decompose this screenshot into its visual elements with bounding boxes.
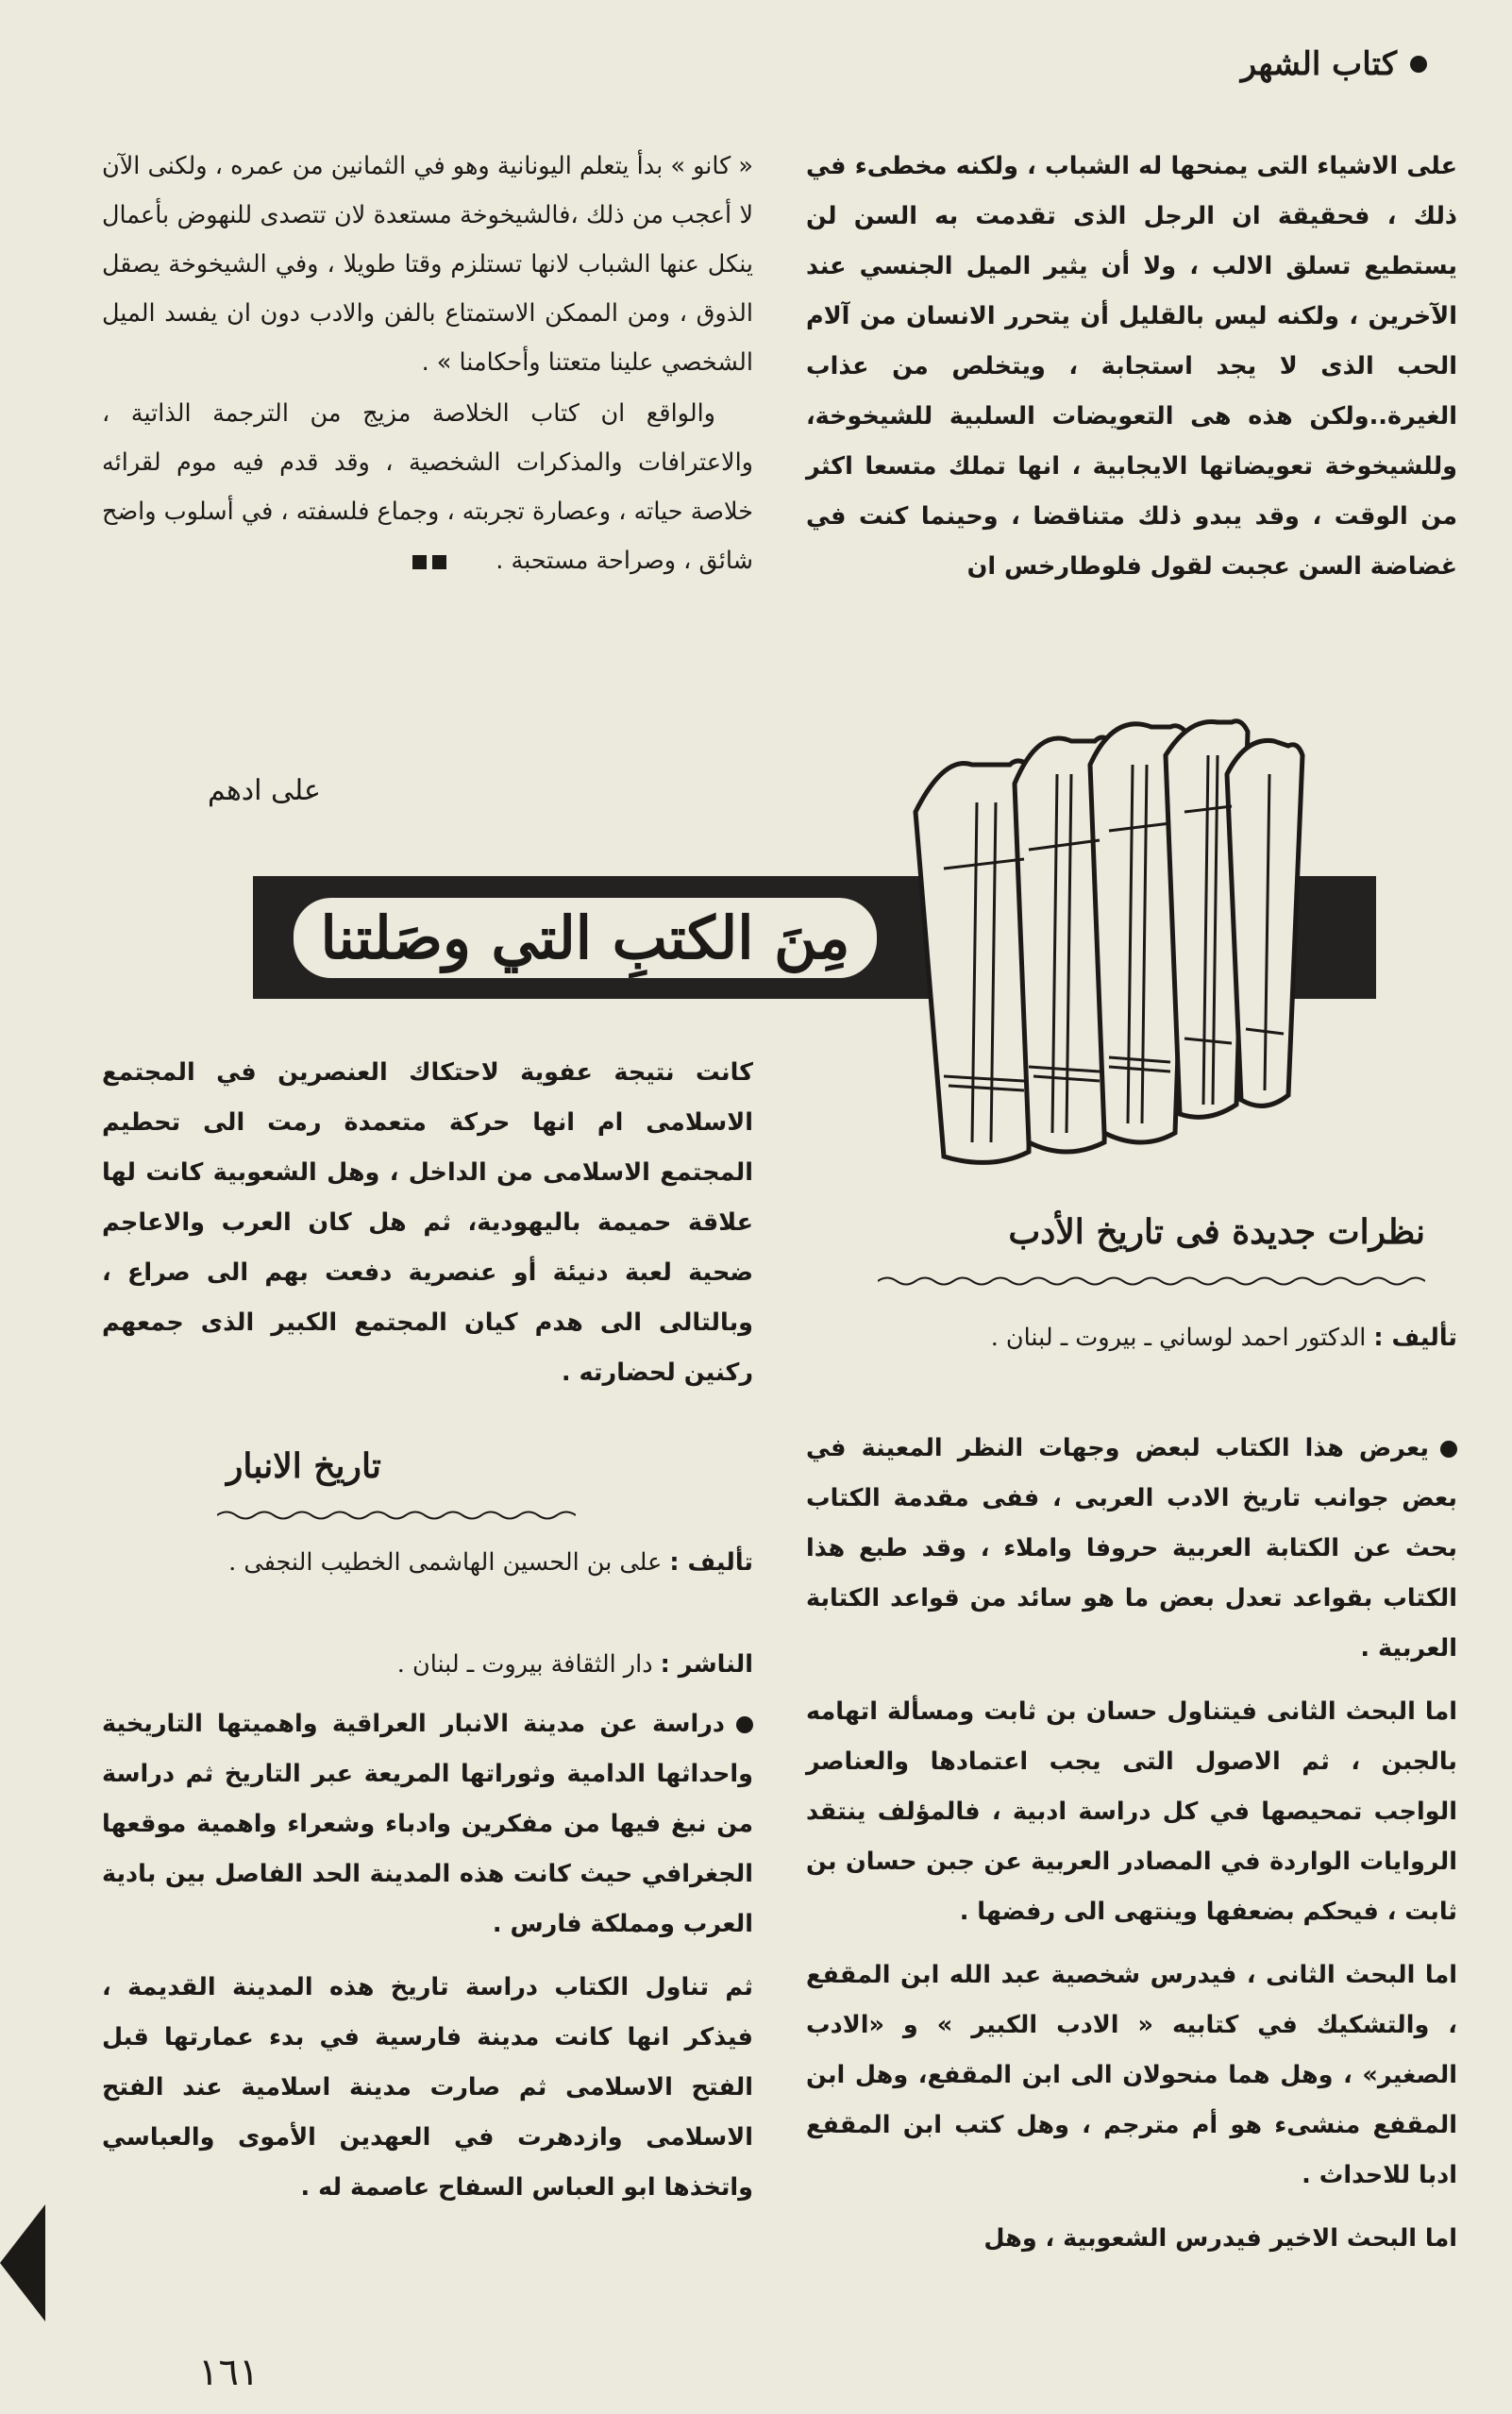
book2-title-underline (217, 1509, 576, 1522)
book2-author-value: على بن الحسين الهاشمى الخطيب النجفى . (228, 1548, 663, 1577)
book2-publisher-value: دار الثقافة بيروت ـ لبنان . (396, 1650, 653, 1679)
intro-left-paragraph: كانت نتيجة عفوية لاحتكاك العنصرين في المجتمع الاسلامى ام انها حركة متعمدة رمت الى تحطيم المجتمع الاسلامى من الداخل ، وهل الشعوبية كانت لها علاقة حميمة باليهودية، ثم هل كان العرب والاعاجم ضحية لعبة دنيئة أو عنصرية دفعت بهم الى صراع ، وبالتالى الى هدم كيان المجتمع الكبير الذى جمعهم ركنين لحضارته . (102, 1058, 753, 1387)
upper-left-paragraph-1: « كانو » بدأ يتعلم اليونانية وهو في الثمانين من عمره ، ولكنى الآن لا أعجب من ذلك ،فالشيخوخة مستعدة لان تتصدى للنهوض بأعمال ينكل عنها الشباب لانها تستلزم وقتا طويلا ، وفي الشيخوخة يصقل الذوق ، ومن الممكن الاستمتاع بالفن والادب دون ان يفسد الميل الشخصي علينا متعتنا وأحكامنا » . (102, 152, 753, 377)
running-head-label: كتاب الشهر (1240, 45, 1397, 83)
upper-left-paragraph-2-text: والواقع ان كتاب الخلاصة مزيج من الترجمة الذاتية ، والاعترافات والمذكرات الشخصية ، وقد قدم فيه موم لقرائه خلاصة حياته ، وعصارة تجربته ، وجماع فلسفته ، في أسلوب واضح شائق ، وصراحة مستحبة . (102, 399, 753, 575)
book2-publisher-label: الناشر : (660, 1650, 753, 1679)
book1-paragraph-3: اما البحث الثانى ، فيدرس شخصية عبد الله ابن المقفع ، والتشكيك في كتابيه « الادب الكبير » و «الادب الصغير» ، وهل هما منحولان الى ابن المقفع، وهل ابن المقفع منشىء هو أم مترجم ، وهل كتب ابن المقفع ادبا للاحداث . (806, 1961, 1457, 2189)
banner-title-text: مِنَ الكتبِ التي وصَلتنا (294, 898, 876, 978)
upper-right-paragraph: على الاشياء التى يمنحها له الشباب ، ولكنه مخطىء في ذلك ، فحقيقة ان الرجل الذى تقدمت به السن لن يستطيع تسلق الالب ، ولا أن يثير الميل الجنسي عند الآخرين ، ولكنه ليس بالقليل أن يتحرر الانسان من آلام الحب الذى لا يجد استجابة ، ويتخلص من عذاب الغيرة..ولكن هذه هى التعويضات السلبية للشيخوخة، وللشيخوخة تعويضاتها الايجابية ، انها تملك متسعا اكثر من الوقت ، وقد يبدو ذلك متناقضا ، وحينما كنت في غضاضة السن عجبت لقول فلوطارخس ان (806, 152, 1457, 581)
author-signature: على ادهم (208, 774, 321, 807)
upper-left-paragraph-2 (102, 389, 753, 586)
book1-title-underline (878, 1275, 1425, 1288)
book1-body (806, 1424, 1457, 2264)
book2-title: تاريخ الانبار (227, 1446, 381, 1486)
books-illustration-icon (906, 699, 1321, 1171)
book1-paragraph-2: اما البحث الثانى فيتناول حسان بن ثابت ومسألة اتهامه بالجبن ، ثم الاصول التى يجب اعتمادها والعناصر الواجب تمحيصها في كل دراسة ادبية ، فالمؤلف ينتقد الروايات الواردة في المصادر العربية عن جبن حسان بن ثابت ، فيحكم بضعفها وينتهى الى رفضها . (806, 1697, 1457, 1926)
page-turn-arrow-icon[interactable] (0, 2204, 45, 2321)
book2-author-label: تأليف : (669, 1548, 753, 1577)
page-number: ١٦١ (198, 2351, 260, 2394)
book1-paragraph-1: يعرض هذا الكتاب لبعض وجهات النظر المعينة في بعض جوانب تاريخ الادب العربى ، ففى مقدمة الكتاب بحث عن الكتابة العربية حروفا واملاء ، وقد طبع هذا الكتاب بقواعد تعدل بعض ما هو سائد من قواعد الكتابة العربية . (806, 1424, 1457, 1674)
book1-author-label: تأليف : (1373, 1324, 1457, 1352)
bullet-icon (1410, 56, 1427, 73)
book2-paragraph-1: دراسة عن مدينة الانبار العراقية واهميتها التاريخية واحداثها الدامية وثوراتها المريعة عبر التاريخ ثم دراسة من نبغ فيها من مفكرين وادباء وشعراء واهمية موقعها الجغرافي حيث كانت هذه المدينة الحد الفاصل بين بادية العرب ومملكة فارس . (102, 1699, 753, 1950)
book1-author-line (806, 1314, 1457, 1361)
book2-author-line (102, 1539, 753, 1586)
banner-title (283, 876, 887, 999)
book2-publisher-line (102, 1641, 753, 1688)
book2-body (102, 1699, 753, 2213)
book1-paragraph-4: اما البحث الاخير فيدرس الشعوبية ، وهل (983, 2224, 1457, 2253)
end-mark-icon (407, 537, 484, 586)
book2-paragraph-2: ثم تناول الكتاب دراسة تاريخ هذه المدينة القديمة ، فيذكر انها كانت مدينة فارسية في بدء عمارتها قبل الفتح الاسلامى ثم صارت مدينة اسلامية عند الفتح الاسلامى وازدهرت في العهدين الأموى والعباسي واتخذها ابو العباس السفاح عاصمة له . (102, 1973, 753, 2202)
book1-title: نظرات جديدة فى تاريخ الأدب (1008, 1212, 1425, 1252)
upper-left-column (102, 142, 753, 586)
book1-author-value: الدكتور احمد لوساني ـ بيروت ـ لبنان . (990, 1324, 1367, 1352)
upper-right-column (806, 142, 1457, 592)
running-head (1241, 45, 1427, 83)
